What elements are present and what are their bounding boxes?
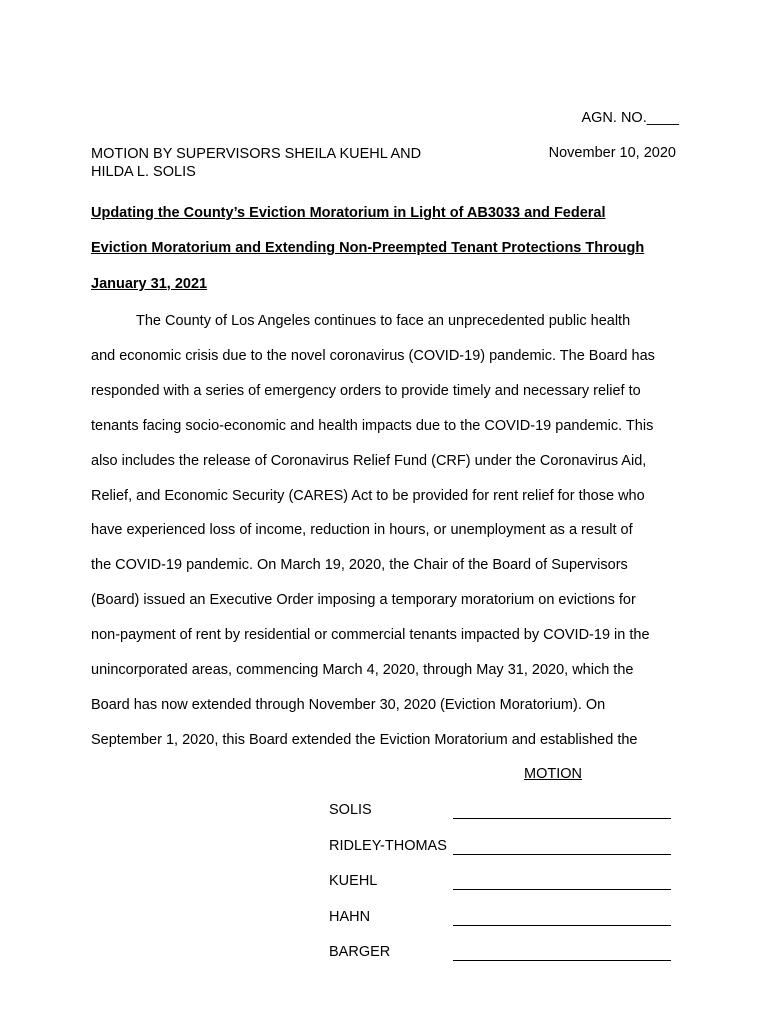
motion-by-line-1: MOTION BY SUPERVISORS SHEILA KUEHL AND: [91, 146, 422, 162]
supervisor-name: HAHN: [329, 908, 371, 925]
motion-body: [91, 304, 691, 758]
supervisor-name: RIDLEY-THOMAS: [329, 837, 447, 854]
body-line: unincorporated areas, commencing March 4, 2020, through May 31, 2020, which the: [91, 662, 634, 679]
motion-title: [91, 196, 691, 302]
vote-row: [329, 838, 674, 874]
body-line: The County of Los Angeles continues to face an unprecedented public health: [136, 313, 631, 329]
body-line: Relief, and Economic Security (CARES) Act to be provided for rent relief for those who: [91, 487, 645, 504]
vote-row: [329, 802, 674, 838]
body-line: (Board) issued an Executive Order imposing a temporary moratorium on evictions for: [91, 592, 636, 609]
supervisor-name: SOLIS: [329, 802, 372, 818]
vote-row: [329, 909, 674, 945]
title-line-2: Eviction Moratorium and Extending Non-Preempted Tenant Protections Through: [91, 240, 645, 257]
body-line: tenants facing socio-economic and health impacts due to the COVID-19 pandemic. This: [91, 417, 654, 434]
supervisor-name: KUEHL: [329, 873, 378, 889]
motion-by-line-2: HILDA L. SOLIS: [91, 164, 196, 180]
body-line: and economic crisis due to the novel coronavirus (COVID-19) pandemic. The Board has: [91, 347, 655, 364]
vote-row: [329, 944, 674, 980]
body-line: responded with a series of emergency orders to provide timely and necessary relief to: [91, 382, 641, 399]
body-line: have experienced loss of income, reduction in hours, or unemployment as a result of: [91, 522, 633, 539]
body-line: also includes the release of Coronavirus Relief Fund (CRF) under the Coronavirus Aid,: [91, 452, 647, 469]
signature-line: [453, 925, 671, 926]
body-line: September 1, 2020, this Board extended the Eviction Moratorium and established the: [91, 731, 638, 748]
motion-label: MOTION: [524, 766, 582, 782]
supervisor-name: BARGER: [329, 944, 391, 960]
motion-by-supervisors: [91, 145, 421, 181]
motion-date: November 10, 2020: [548, 145, 676, 161]
vote-row: [329, 873, 674, 909]
signature-line: [453, 889, 671, 890]
body-line: Board has now extended through November 30, 2020 (Eviction Moratorium). On: [91, 696, 606, 713]
supervisor-vote-list: [329, 802, 674, 980]
title-line-3: January 31, 2021: [91, 275, 208, 292]
body-line: non-payment of rent by residential or commercial tenants impacted by COVID-19 in the: [91, 627, 650, 644]
agenda-number: AGN. NO.____: [581, 110, 679, 126]
signature-line: [453, 854, 671, 855]
title-line-1: Updating the County’s Eviction Moratorium in Light of AB3033 and Federal: [91, 205, 606, 221]
signature-line: [453, 960, 671, 961]
signature-line: [453, 818, 671, 819]
body-line: the COVID-19 pandemic. On March 19, 2020, the Chair of the Board of Supervisors: [91, 557, 628, 574]
